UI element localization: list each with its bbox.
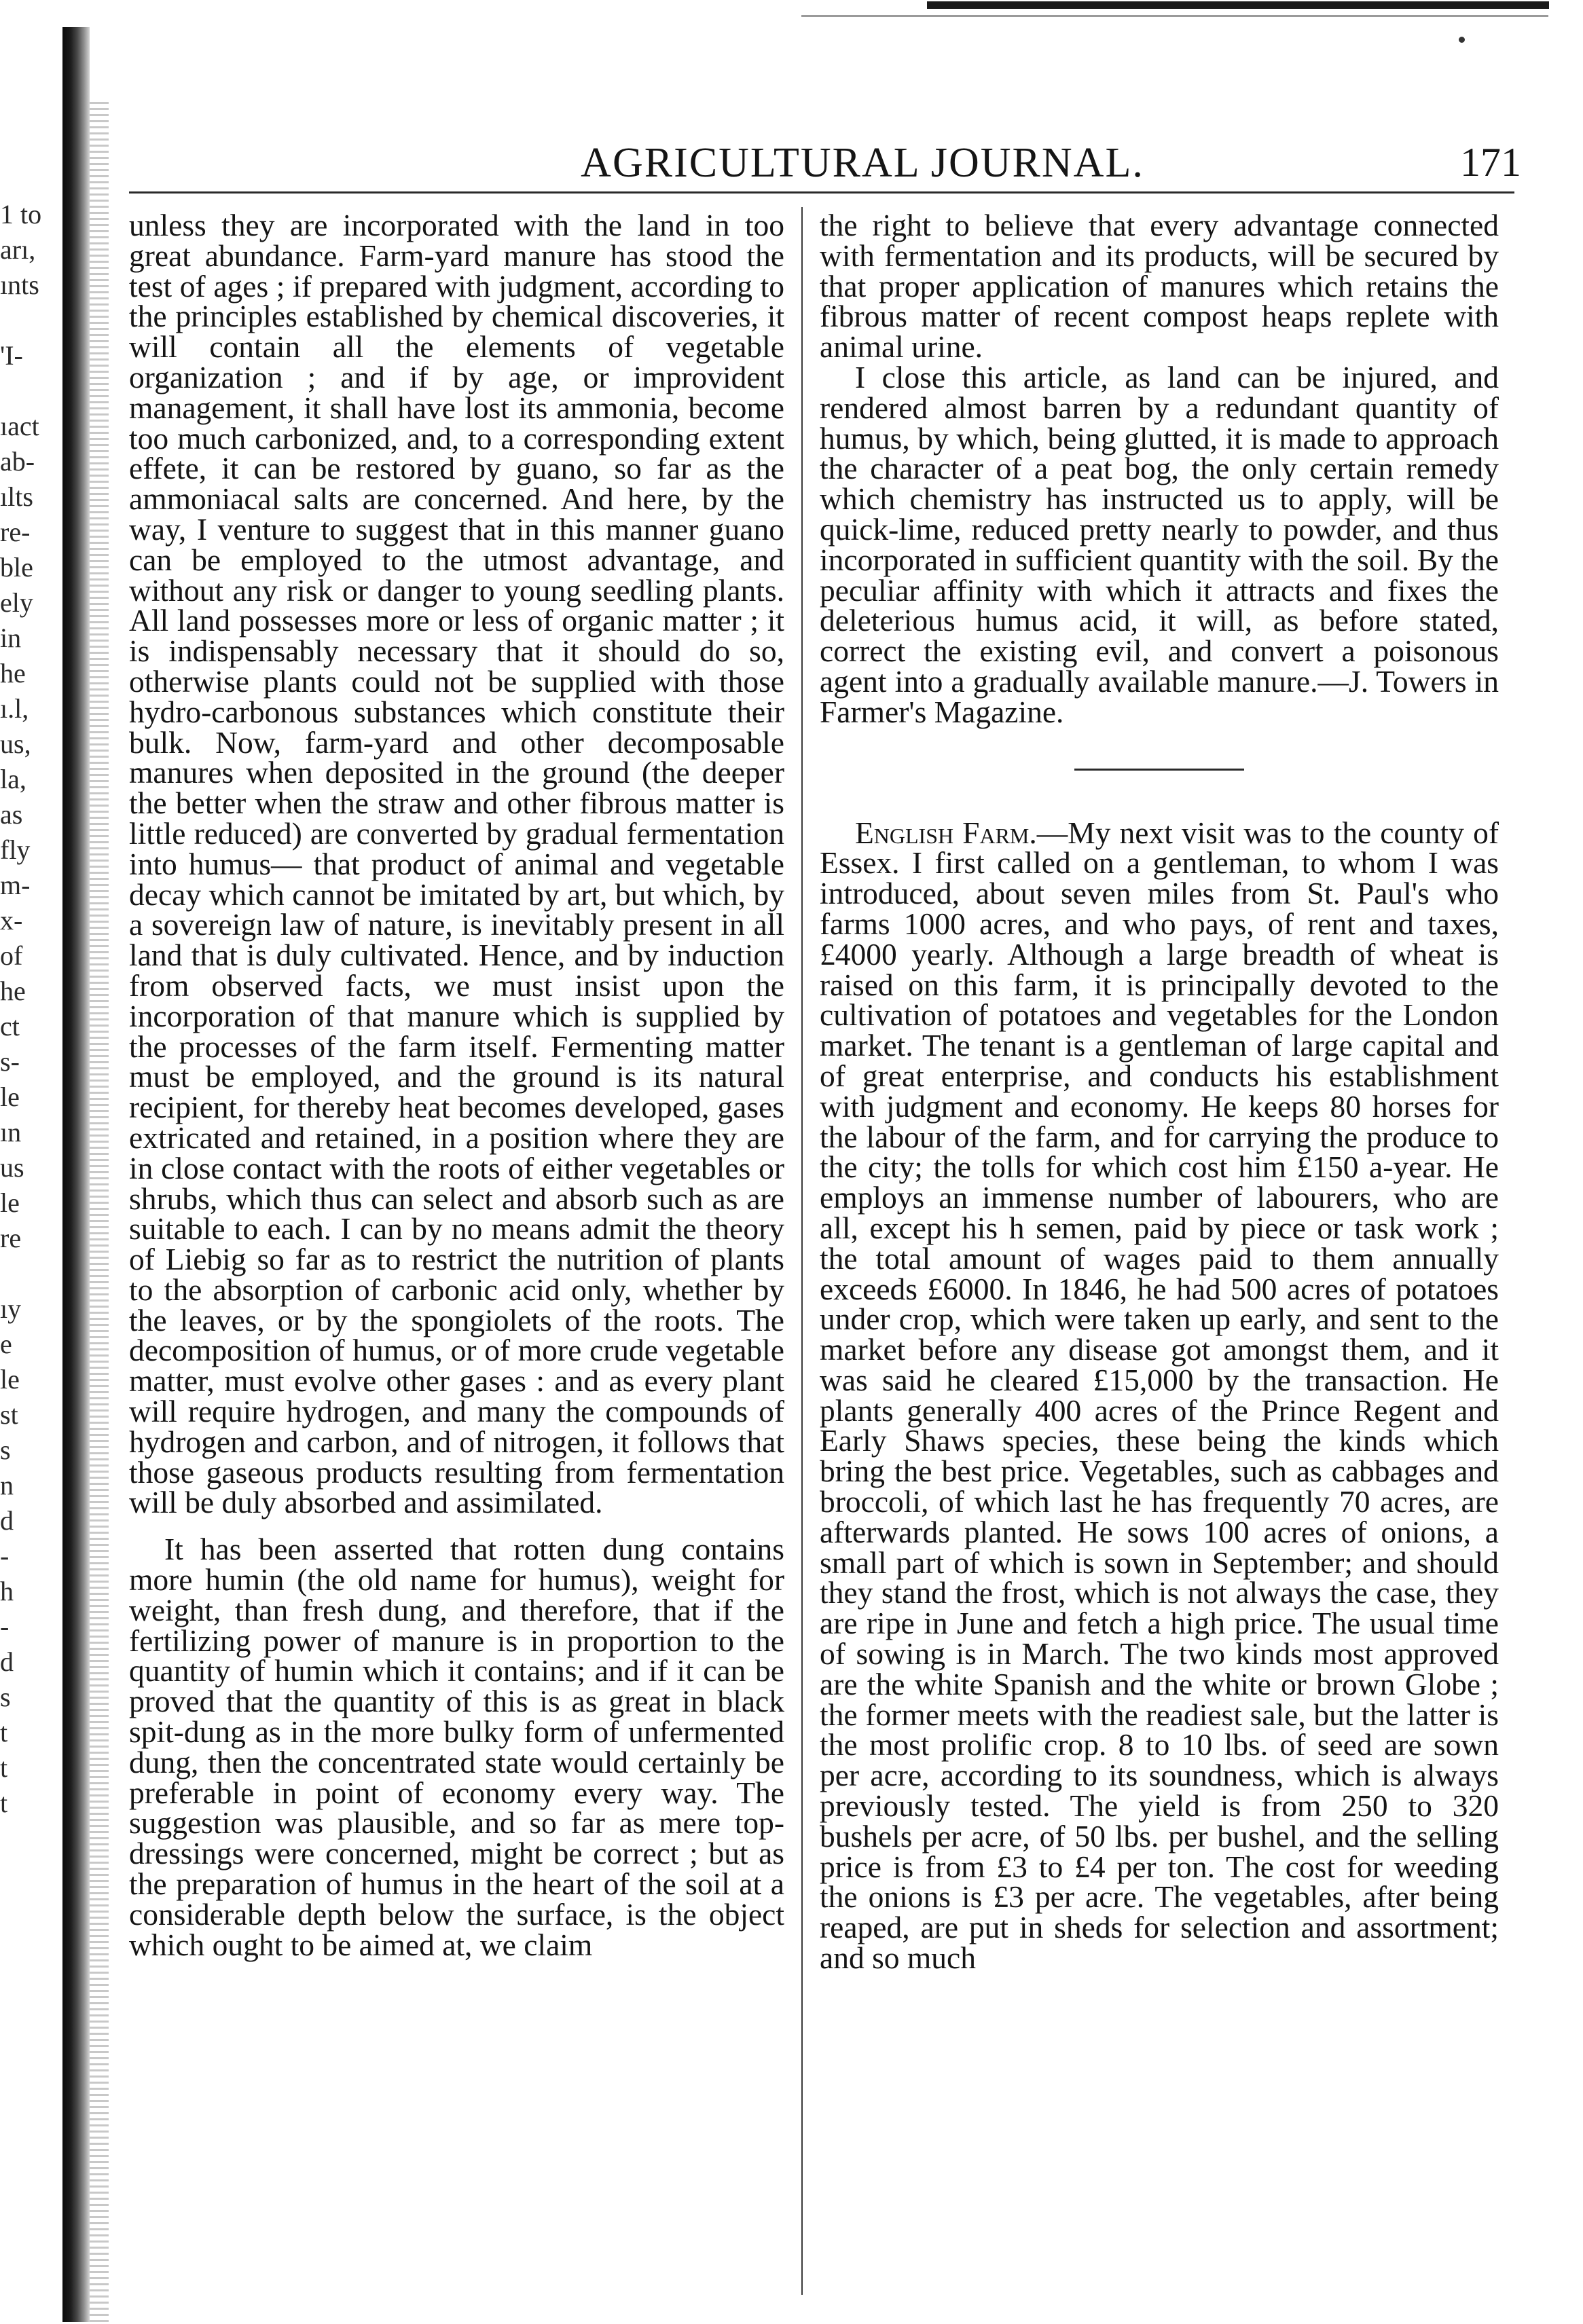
margin-fragment: us, — [0, 728, 31, 759]
margin-fragment: le — [0, 1187, 20, 1218]
margin-fragment: us — [0, 1152, 24, 1183]
top-edge-thin-rule — [801, 15, 1548, 17]
column-divider — [801, 207, 803, 2295]
margin-fragment: of — [0, 940, 23, 971]
page-number: 171 — [1460, 140, 1521, 185]
right-paragraph-2: I close this article, as land can be injured, and rendered almost barren by a redundant quantity of humus, by which, being glutted, it is made to approach the character of a peat bog, the only certain remedy which chemistry has instructed us to apply, will be quick-lime, reduced pretty nearly to powder, and thus incorporated in sufficient quantity with the soil. By the peculiar affinity with which it attracts and fixes the deleterious humus acid, it will, as before stated, correct the existing evil, and convert a poisonous agent into a gradually available manure.—J. Towers in Farmer's Magazine. — [820, 359, 1499, 729]
margin-fragment: m- — [0, 870, 31, 900]
margin-fragment: ınts — [0, 270, 39, 300]
margin-fragment: n — [0, 1470, 14, 1500]
margin-fragment: as — [0, 799, 23, 830]
running-title: AGRICULTURAL JOURNAL. — [581, 140, 1144, 186]
margin-fragment: x- — [0, 905, 23, 936]
left-paragraph-2: It has been asserted that rotten dung contains more humin (the old name for humus), weight for weight, than fresh dung, and therefore, that if the fertilizing power of manure is in proportion to the quantity of humin which it contains; and if it can be proved that the quantity of this is as great in black spit-dung as in the more bulky form of unfermented dung, then the concentrated state would certainly be preferable in point of economy every way. The suggestion was plausible, and so far as mere top-dressings were concerned, might be correct ; but as the preparation of humus in the heart of the soil at a considerable depth below the surface, is the object which ought to be aimed at, we claim — [129, 1532, 784, 1962]
margin-fragment: d — [0, 1505, 14, 1536]
header-rule — [129, 191, 1514, 193]
margin-fragment: re — [0, 1223, 22, 1253]
margin-fragment: in — [0, 623, 22, 653]
margin-fragment: ı.l, — [0, 693, 29, 724]
margin-fragment: re- — [0, 517, 31, 547]
margin-fragment: t — [0, 1752, 8, 1783]
margin-fragment: - — [0, 1541, 10, 1571]
margin-fragment: d — [0, 1646, 14, 1677]
margin-fragment: ıy — [0, 1293, 22, 1324]
margin-fragment: - — [0, 1611, 10, 1642]
margin-fragment: st — [0, 1399, 18, 1430]
margin-fragment: he — [0, 658, 26, 688]
margin-fragment: t — [0, 1788, 8, 1818]
margin-fragment: le — [0, 1082, 20, 1112]
margin-fragment — [0, 1256, 61, 1291]
binding-gutter-stipple — [90, 102, 109, 2322]
margin-fragment: arı, — [0, 234, 36, 265]
margin-fragment: ely — [0, 587, 33, 618]
margin-fragment: s — [0, 1435, 11, 1465]
adjacent-page-fragments — [0, 197, 61, 1821]
margin-fragment: h — [0, 1576, 14, 1606]
margin-fragment: ct — [0, 1011, 20, 1041]
margin-fragment: fly — [0, 834, 31, 865]
right-paragraph-1: the right to believe that every advantage connected with fermentation and its products, will be secured by that proper application of manures which retains the fibrous matter of recent compost heaps replete with animal urine. — [820, 208, 1499, 365]
margin-fragment: ble — [0, 552, 33, 583]
margin-fragment: la, — [0, 764, 26, 794]
section-separator-rule — [1074, 769, 1244, 771]
print-speck — [1459, 37, 1465, 43]
margin-fragment: 1 to — [0, 199, 42, 229]
margin-fragment: s- — [0, 1046, 20, 1077]
margin-fragment: ın — [0, 1117, 22, 1147]
margin-fragment: s — [0, 1682, 11, 1712]
right-column — [820, 210, 1499, 1974]
margin-fragment: e — [0, 1329, 12, 1359]
margin-fragment: he — [0, 976, 26, 1006]
margin-fragment: t — [0, 1717, 8, 1748]
left-paragraph-1: unless they are incorporated with the land in too great abundance. Farm-yard manure has stood the test of ages ; if prepared with judgment, according to the principles established by chemical discoveries, it will contain all the elements of vegetable organization ; and if by age, or improvident management, it shall have lost its ammonia, become too much carbonized, and, to a corresponding extent effete, it can be restored by guano, so far as the ammoniacal salts are concerned. And here, by the way, I venture to suggest that in this manner guano can be employed to the utmost advantage, and without any risk or danger to young seedling plants. All land possesses more or less of organic matter ; it is indispensably necessary that it should do so, otherwise plants could not be supplied with those hydro-carbonous substances which constitute their bulk. Now, farm-yard and other decomposable manures when deposited in the ground (the deeper the better when the straw and other fibrous matter is little reduced) are converted by gradual fermentation into humus— that product of animal and vegetable decay which cannot be imitated by art, but which, by a sovereign law of nature, is inevitably present in all land that is duly cultivated. Hence, and by induction from observed facts, we must insist upon the incorporation of that manure which is supplied by the processes of the farm itself. Fermenting matter must be employed, and the ground is its natural recipient, for thereby heat becomes developed, gases extricated and retained, in a position where they are in close contact with the roots of either vegetables or shrubs, which thus can select and absorb such as are suitable to each. I can by no means admit the theory of Liebig so far as to restrict the nutrition of plants to the absorption of carbonic acid only, whether by the leaves, or by the spongiolets of the roots. The decomposition of humus, or of more crude vegetable matter, must evolve other gases : and as every plant will require hydrogen, and many the compounds of hydrogen and carbon, and of nitrogen, it follows that those gaseous products resulting from fermentation will be duly absorbed and assimilated. — [129, 208, 784, 1520]
margin-fragment — [0, 373, 61, 409]
page-header — [122, 139, 1521, 193]
english-farm-article — [820, 815, 1499, 1976]
margin-fragment: ılts — [0, 481, 33, 512]
margin-fragment: ab- — [0, 446, 35, 477]
margin-fragment: le — [0, 1364, 20, 1395]
margin-fragment: 'I- — [0, 340, 23, 371]
margin-fragment — [0, 303, 61, 338]
section-body: —My next visit was to the county of Essex. I first called on a gentleman, to whom I was introduced, about seven miles from St. Paul's who farms 1000 acres, and who pays, of rent and taxes, £4000 yearly. Although a large breadth of wheat is raised on this farm, it is principally devoted to the cultivation of potatoes and vegetables for the London market. The tenant is a gentleman of large capital and of great enterprise, and conducts his establishment with judgment and economy. He keeps 80 horses for the labour of the farm, and for carrying the produce to the city; the tolls for which cost him £150 a-year. He employs an immense number of labourers, who are all, except his h semen, paid by piece or task work ; the total amount of wages paid to them annually exceeds £6000. In 1846, he had 500 acres of potatoes under crop, which were taken up early, and sent to the market before any disease got amongst them, and it was said he cleared £15,000 by the transaction. He plants generally 400 acres of the Prince Regent and Early Shaws species, these being the kinds which bring the best price. Vegetables, such as cabbages and broccoli, of which last he has frequently 70 acres, are afterwards planted. He sows 100 acres of onions, a small part of which is sown in September; and should they stand the frost, which is not always the case, they are ripe in June and fetch a high price. The usual time of sowing is in March. The two kinds most approved are the white Spanish and the white or brown Globe ; the former meets with the readiest sale, but the latter is the most prolific crop. 8 to 10 lbs. of seed are sown per acre, according to its soundness, which is always previously tested. The yield is from 250 to 320 bushels per acre, of 50 lbs. per bushel, and the selling price is from £3 to £4 per ton. The cost for weeding the onions is £3 per acre. The vegetables, after being reaped, are put in sheds for selection and assortment; and so much — [820, 815, 1499, 1976]
left-column — [129, 210, 784, 1960]
top-edge-rule — [927, 1, 1549, 9]
margin-fragment: ıact — [0, 411, 39, 441]
binding-gutter-shadow — [62, 27, 90, 2322]
section-heading: English Farm. — [855, 815, 1037, 850]
